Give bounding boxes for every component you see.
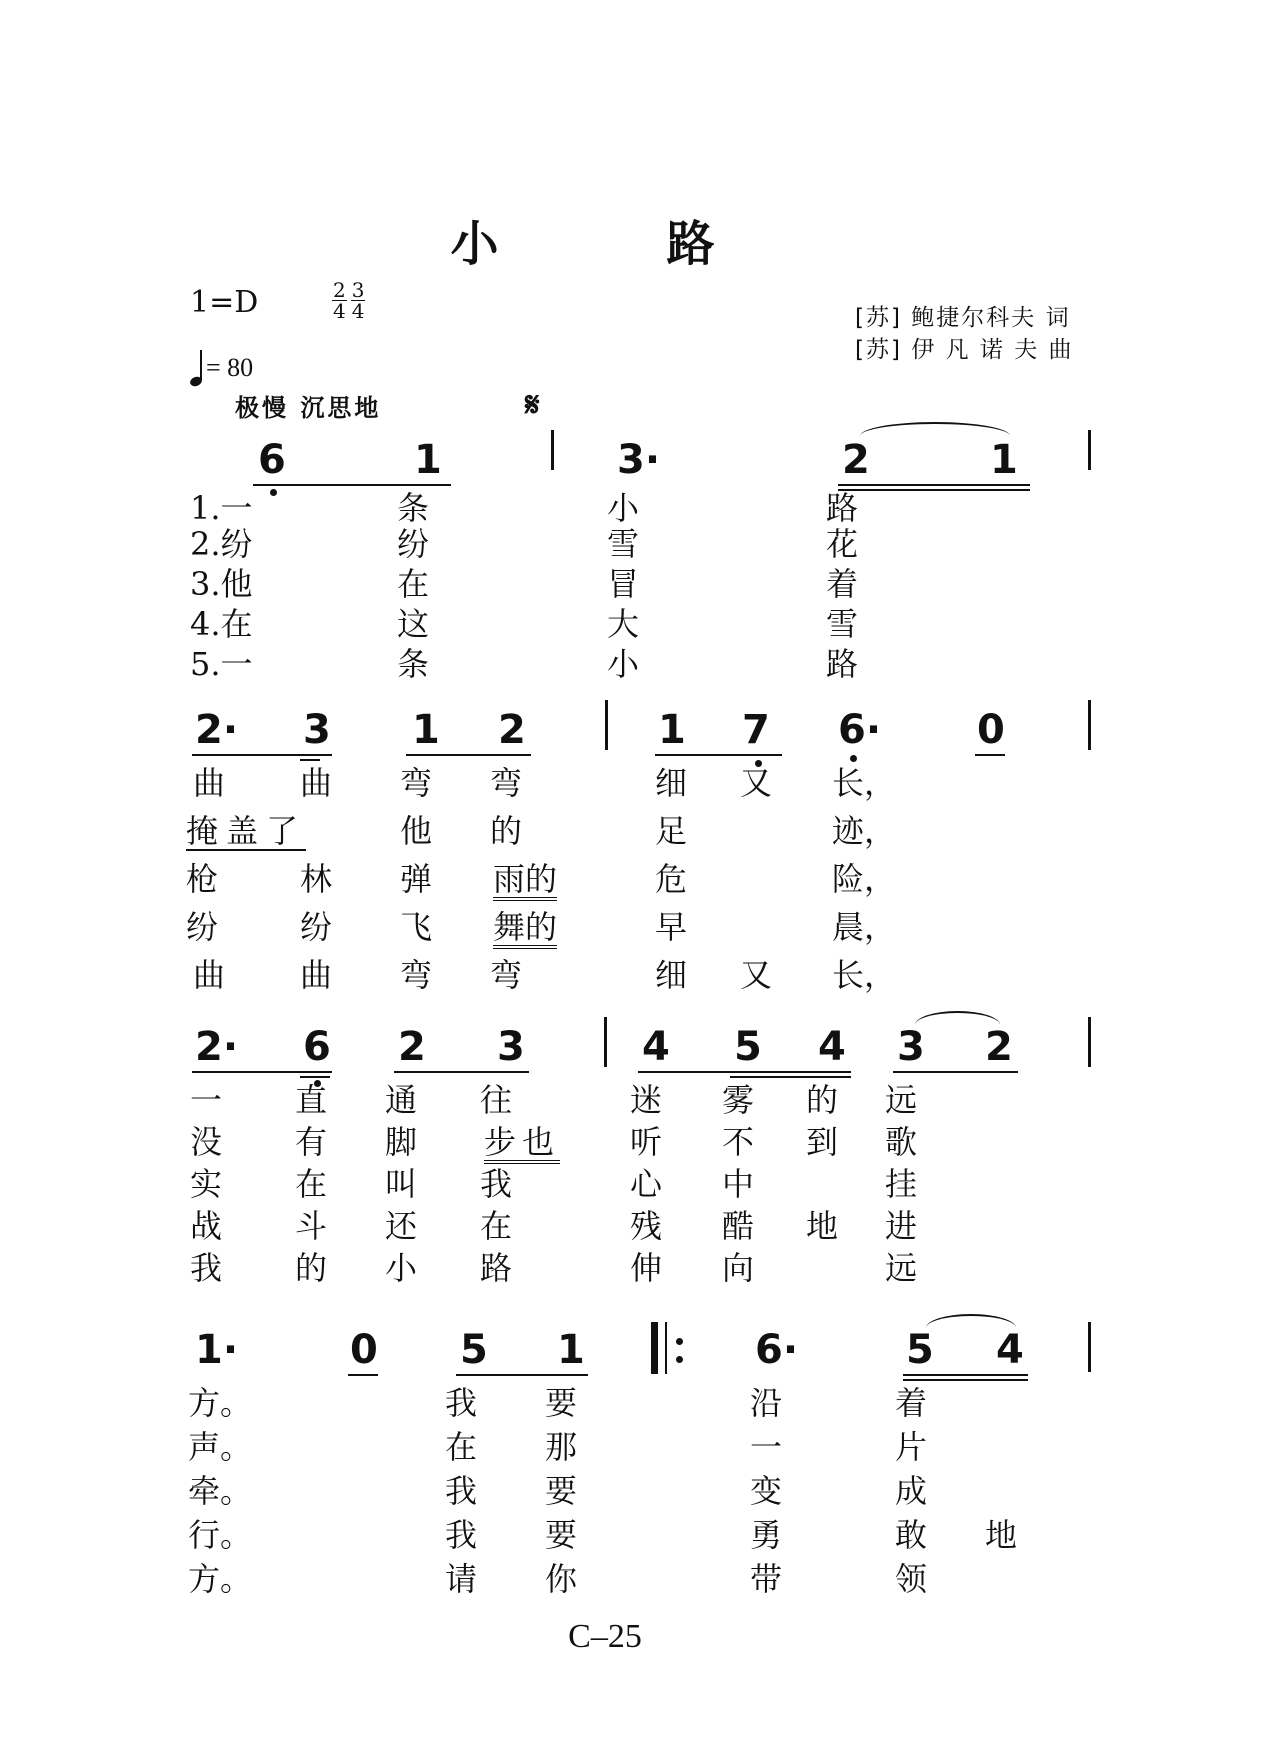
barline: [1088, 1017, 1091, 1067]
lyric-line: 曲 曲 弯 弯 细 又 长，: [193, 764, 897, 802]
barline: [604, 1017, 607, 1067]
page-number: C–25: [568, 1618, 642, 1655]
underline: [406, 754, 531, 756]
note: 3·: [617, 437, 661, 483]
note: 1: [990, 437, 1018, 483]
lyric-line: 5.一 条 小 路: [190, 645, 859, 683]
underline: [394, 1071, 529, 1073]
system-2-lyrics: [0, 765, 1272, 1005]
lyric-line: 我 的 小 路 伸 向 远: [190, 1249, 918, 1287]
underline: [975, 754, 1005, 756]
barline: [1088, 700, 1091, 750]
lyric-line: 一 直 通 往 迷 雾 的 远: [190, 1081, 918, 1119]
time-signatures: [332, 280, 365, 321]
quarter-note-icon: [190, 350, 202, 386]
lyric-line: 战 斗 还 在 残 酷 地 进: [190, 1207, 918, 1245]
underline: [838, 484, 1030, 486]
underline: [893, 1071, 1018, 1073]
repeat-start-thin: [665, 1322, 667, 1374]
lyric-line: 行。 我 要 勇 敢 地: [188, 1516, 1018, 1554]
underline: [903, 1379, 1028, 1381]
lyric-line: 纷 纷 飞 舞的 早 晨，: [0, 909, 1272, 957]
underline: [253, 484, 451, 486]
lyric-line: 掩盖了 他 的 足 迹，: [186, 812, 897, 850]
underline: [655, 754, 782, 756]
lyric-line: 方。 请 你 带 领: [188, 1560, 928, 1598]
lyricist: [苏] 鲍捷尔科夫 词: [855, 305, 1071, 331]
lyric-line: 曲 曲 弯 弯 细 又 长，: [193, 956, 897, 994]
barline: [1088, 1322, 1091, 1372]
note: 6: [258, 437, 286, 483]
song-title: 小 路: [450, 216, 775, 272]
underline: [638, 1071, 851, 1073]
tie-arc: [926, 1314, 1016, 1328]
system-1-lyrics: [0, 490, 1272, 686]
tempo-marking: = 80: [190, 350, 253, 386]
barline: [1088, 430, 1091, 470]
expression-marking: 极慢 沉思地: [235, 394, 382, 422]
repeat-dot: [676, 1356, 683, 1363]
lyric-line: 声。 在 那 一 片: [188, 1428, 928, 1466]
lyric-line: 实 在 叫 我 心 中 挂: [190, 1165, 918, 1203]
barline: [551, 430, 554, 470]
lyric-line: 2.纷 纷 雪 花: [190, 525, 859, 563]
underline: [348, 1374, 378, 1376]
underline: [192, 1071, 332, 1073]
underline: [300, 759, 320, 761]
underline: [192, 754, 332, 756]
lyric-line: 3.他 在 冒 着: [190, 565, 859, 603]
barline: [605, 700, 608, 750]
lyric-line: 4.在 这 大 雪: [190, 605, 859, 643]
lyric-line: 1.一 条 小 路: [190, 489, 859, 527]
underline: [730, 1076, 851, 1078]
note: 2: [842, 437, 870, 483]
key-signature: 1=D: [190, 285, 259, 320]
time-signature-3-4: $\frac{3}{4}$: [351, 278, 365, 323]
segno-icon: 𝄋: [525, 385, 540, 425]
tie-arc: [860, 422, 1010, 436]
repeat-dot: [676, 1338, 683, 1345]
lyric-line: 方。 我 要 沿 着: [188, 1384, 928, 1422]
note: 1: [414, 437, 442, 483]
underline: [456, 1374, 588, 1376]
system-3-lyrics: [0, 1082, 1272, 1292]
credits: [855, 302, 1074, 366]
lyric-line: 没 有 脚 步也 听 不 到 歌: [0, 1124, 1272, 1166]
composer: [苏] 伊 凡 诺 夫 曲: [855, 337, 1074, 363]
lyric-line: 枪 林 弹 雨的 危 险，: [0, 861, 1272, 909]
lyric-line: 牵。 我 要 变 成: [188, 1472, 928, 1510]
underline: [903, 1374, 1028, 1376]
system-4-lyrics: [0, 1385, 1272, 1605]
low-octave-dot: [850, 755, 857, 762]
underline: [300, 1076, 330, 1078]
tie-arc: [915, 1011, 1000, 1025]
repeat-start-barline: [651, 1322, 658, 1374]
time-signature-2-4: $\frac{2}{4}$: [333, 278, 346, 323]
